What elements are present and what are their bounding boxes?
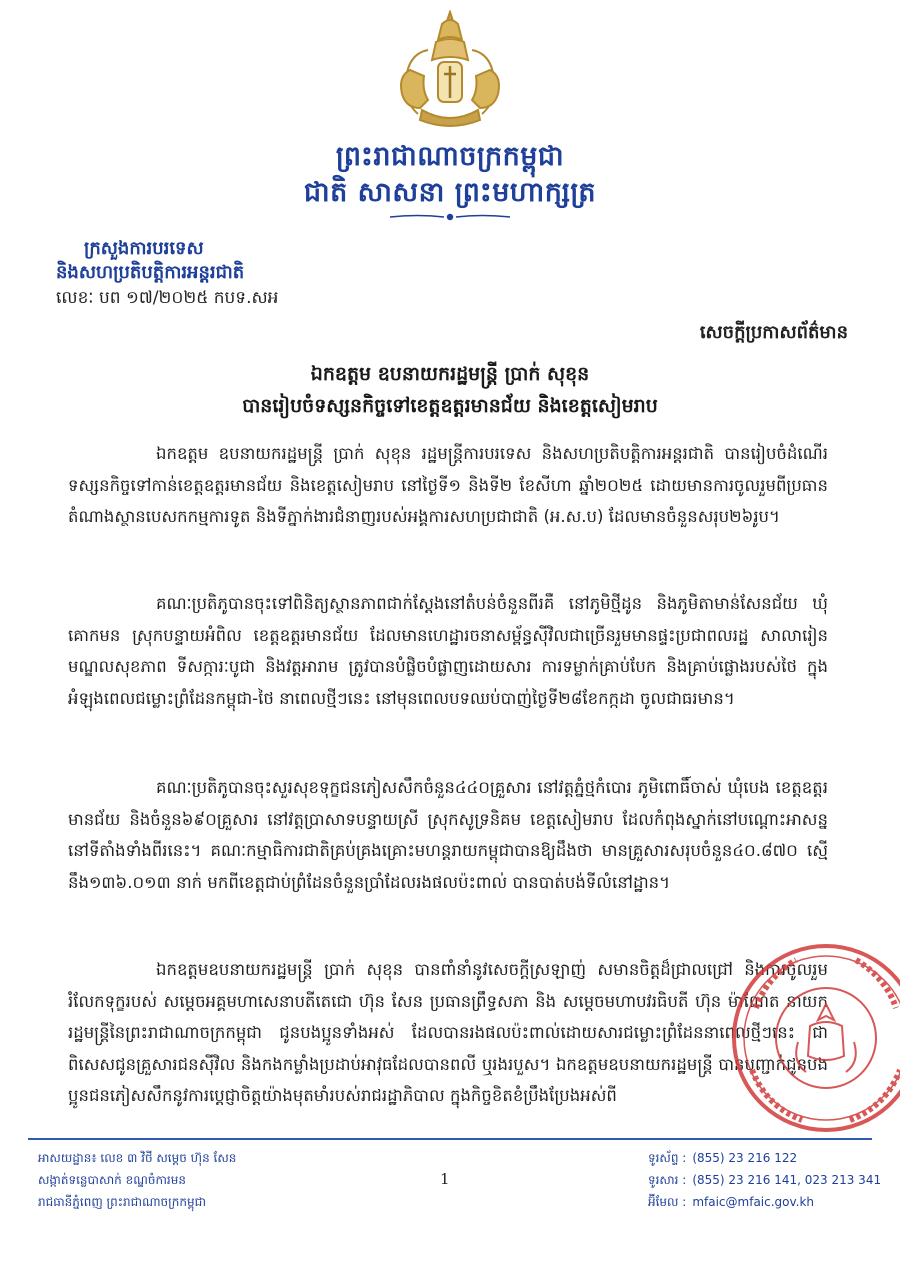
press-release-title: ឯកឧត្តម ឧបនាយករដ្ឋមន្ត្រី ប្រាក់ សុខុន (310, 363, 590, 385)
footer-phone (648, 1150, 797, 1168)
phone-label: ទូរស័ព្ទ : (648, 1151, 687, 1165)
page-number: 1 (440, 1170, 450, 1188)
national-motto: ជាតិ សាសនា ព្រះមហាក្សត្រ (303, 177, 597, 208)
footer-divider (28, 1138, 872, 1140)
divider-ornament-icon (388, 212, 512, 222)
fax-value: (855) 23 216 141, 023 213 341 (692, 1173, 882, 1187)
footer-address-line-2: សង្កាត់ទន្លេបាសាក់ ខណ្ឌចំការមន (38, 1173, 186, 1187)
email-label: អ៊ីមែល : (648, 1195, 687, 1209)
ministry-name-continued: និងសហប្រតិបត្តិការអន្តរជាតិ (56, 262, 245, 283)
royal-emblem-icon (388, 10, 512, 130)
paragraph-3: គណៈប្រតិភូបានចុះសួរសុខទុក្ខជនភៀសសឹកចំនួន៤៤០គ្រួសារ នៅវត្តភ្នំថ្មកំបោរ ភូមិពោធិ៍ចាស់ ឃុំបេង ខេត្តឧត្តរមានជ័យ និងចំនួន៦៩០គ្រួសារ នៅវត្តប្រាសាទបន្ទាយស្រី ស្រុកសូទ្រនិគម ខេត្តសៀមរាប ដែលកំពុងស្នាក់នៅបណ្តោះអាសន្ននៅទីតាំងទាំងពីរនេះ។ គណៈកម្មាធិការជាតិគ្រប់គ្រងគ្រោះមហន្តរាយកម្ពុជាបានឱ្យដឹងថា មានគ្រួសារសរុបចំនួន៤០.៨៧០ ស្មើនឹង១៣៦.០១៣ នាក់ មកពីខេត្តជាប់ព្រំដែនចំនួនប្រាំដែលរងផលប៉ះពាល់ បានបាត់បង់ទីលំនៅដ្ឋាន។ (68, 778, 828, 892)
paragraph-1: ឯកឧត្តម ឧបនាយករដ្ឋមន្ត្រី ប្រាក់ សុខុន រដ្ឋមន្ត្រីការបរទេស និងសហប្រតិបត្តិការអន្តរជាតិ បានរៀបចំដំណើរទស្សនកិច្ចទៅកាន់ខេត្តឧត្តរមានជ័យ និងខេត្តសៀមរាប នៅថ្ងៃទី១ និងទី២ ខែសីហា ឆ្នាំ២០២៥ ដោយមានការចូលរួមពីប្រធាន តំណាងស្ថានបេសកកម្មការទូត និងទីភ្នាក់ងារជំនាញរបស់អង្គការសហប្រជាជាតិ (អ.ស.ប) ដែលមានចំនួនសរុប២៦រូប។ (68, 444, 828, 526)
paragraph-2: គណៈប្រតិភូបានចុះទៅពិនិត្យស្ថានភាពជាក់ស្តែងនៅតំបន់ចំនួនពីរគឺ នៅភូមិថ្មីដូន និងភូមិតាមាន់សែនជ័យ ឃុំគោកមន ស្រុកបន្ទាយអំពិល ខេត្តឧត្តរមានជ័យ ដែលមានហេដ្ឋារចនាសម្ព័ន្ធស៊ីវិលជាច្រើនរួមមានផ្ទះប្រជាពលរដ្ឋ សាលារៀន មណ្ឌលសុខភាព ទីសក្ការៈបូជា និងវត្តអារាម ត្រូវបានបំផ្លិចបំផ្លាញដោយសារ ការទម្លាក់គ្រាប់បែក និងគ្រាប់ផ្លោងរបស់ថៃ ក្នុងអំឡុងពេលជម្លោះព្រំដែនកម្ពុជា-ថៃ នាពេលថ្មីៗនេះ នៅមុនពេលបទឈប់បាញ់ថ្ងៃទី២៨ខែកក្កដា ចូលជាធរមាន។ (68, 594, 828, 708)
footer-address-line-1: អាសយដ្ឋាន៖ លេខ ៣ វិថី សម្តេច ហ៊ុន សែន (38, 1151, 237, 1165)
official-seal-icon (726, 938, 900, 1138)
reference-number: លេខៈ បព ១៧/២០២៥ កបទ.សអ (56, 288, 279, 308)
footer-address-line-3: រាជធានីភ្នំពេញ ព្រះរាជាណាចក្រកម្ពុជា (38, 1195, 206, 1209)
fax-label: ទូរសារ : (648, 1173, 687, 1187)
document-type: សេចក្តីប្រកាសព័ត៌មាន (699, 322, 848, 343)
footer-email (648, 1194, 814, 1212)
ministry-name: ក្រសួងការបរទេស (84, 238, 204, 259)
kingdom-title: ព្រះរាជាណាចក្រកម្ពុជា (335, 141, 565, 172)
email-value: mfaic@mfaic.gov.kh (692, 1195, 815, 1209)
paragraph-4: ឯកឧត្តមឧបនាយករដ្ឋមន្ត្រី ប្រាក់ សុខុន បានពាំនាំនូវសេចក្តីស្រឡាញ់ សមានចិត្តដ៏ជ្រាលជ្រៅ និងការចូលរួមរំលែកទុក្ខរបស់ សម្តេចអគ្គមហាសេនាបតីតេជោ ហ៊ុន សែន ប្រធានព្រឹទ្ធសភា និង សម្តេចមហាបវរធិបតី ហ៊ុន ម៉ាណែត នាយករដ្ឋមន្ត្រីនៃព្រះរាជាណាចក្រកម្ពុជា ជូនបងប្អូនទាំងអស់ ដែលបានរងផលប៉ះពាល់ដោយសារជម្លោះព្រំដែននាពេលថ្មីៗនេះ ជាពិសេសជូនគ្រួសារជនស៊ីវិល និងកងកម្លាំងប្រដាប់អាវុធដែលបានពលី ឬរងរបួស។ ឯកឧត្តមឧបនាយករដ្ឋមន្ត្រី បានបញ្ជាក់ជូនបងប្អូនជនភៀសសឹកនូវការប្តេជ្ញាចិត្តយ៉ាងមុតមាំរបស់រាជរដ្ឋាភិបាល ក្នុងកិច្ចខិតខំប្រឹងប្រែងអស់ពី (68, 960, 828, 1105)
press-release-subtitle: បានរៀបចំទស្សនកិច្ចទៅខេត្តឧត្តរមានជ័យ និងខេត្តសៀមរាប (242, 395, 658, 417)
phone-value: (855) 23 216 122 (692, 1151, 798, 1165)
footer-fax (648, 1172, 881, 1190)
